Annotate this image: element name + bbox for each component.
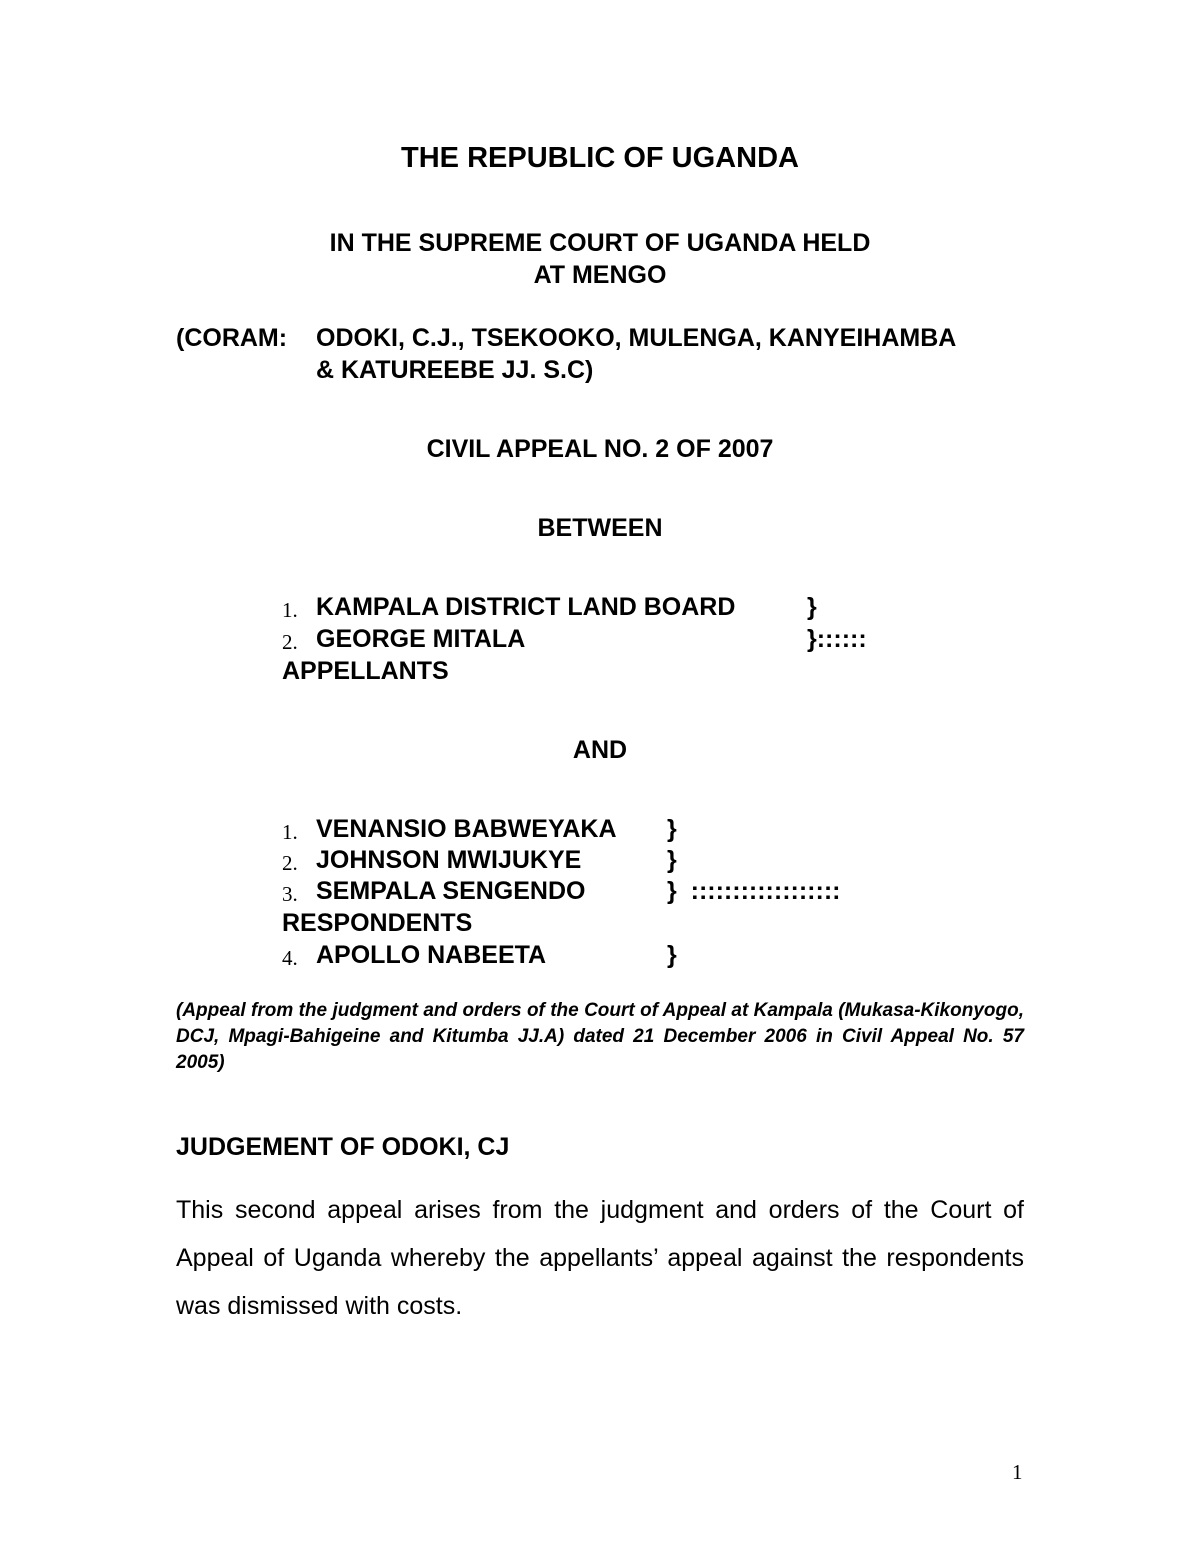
- respondent-number: 2.: [282, 851, 298, 875]
- appellant-brace: }: [807, 593, 817, 621]
- coram-line-2: & KATUREEBE JJ. S.C): [316, 356, 594, 384]
- respondent-brace: } ::::::::::::::::::: [667, 877, 841, 905]
- page-number: 1: [1012, 1460, 1023, 1484]
- appeal-number: CIVIL APPEAL NO. 2 OF 2007: [426, 435, 774, 463]
- judgement-heading: JUDGEMENT OF ODOKI, CJ: [176, 1133, 510, 1161]
- and-label: AND: [572, 736, 628, 764]
- respondent-name: SEMPALA SENGENDO: [316, 877, 586, 905]
- respondent-name: VENANSIO BABWEYAKA: [316, 815, 617, 843]
- coram-line-1: ODOKI, C.J., TSEKOOKO, MULENGA, KANYEIHAMBA: [316, 324, 957, 352]
- appellant-name: KAMPALA DISTRICT LAND BOARD: [316, 593, 736, 621]
- republic-title: THE REPUBLIC OF UGANDA: [401, 142, 799, 174]
- respondent-name: JOHNSON MWIJUKYE: [316, 846, 582, 874]
- respondent-brace: }: [667, 815, 677, 843]
- coram-label: (CORAM:: [176, 324, 288, 352]
- court-line-1: IN THE SUPREME COURT OF UGANDA HELD: [329, 229, 871, 257]
- respondent-number: 4.: [282, 946, 298, 970]
- appeal-origin-note: (Appeal from the judgment and orders of the Court of Appeal at Kampala (Mukasa-Kikonyogo, DCJ, Mpagi-Bahigeine and Kitumba JJ.A) dated 21 December 2006 in Civil Appeal No. 57 2005): [176, 1000, 1024, 1073]
- respondent-name: APOLLO NABEETA: [316, 941, 547, 969]
- appellants-label: APPELLANTS: [282, 657, 449, 685]
- respondent-brace: }: [667, 846, 677, 874]
- appellant-name: GEORGE MITALA: [316, 625, 526, 653]
- body-paragraph: This second appeal arises from the judgment and orders of the Court of Appeal of Uganda whereby the appellants’ appeal against the respondents was dismissed with costs.: [176, 1196, 1024, 1320]
- appellant-brace: }::::::: [807, 625, 867, 653]
- respondent-number: 3.: [282, 882, 298, 906]
- appellant-number: 2.: [282, 630, 298, 654]
- between-label: BETWEEN: [537, 514, 663, 542]
- court-line-2: AT MENGO: [533, 261, 667, 289]
- respondent-brace: }: [667, 941, 677, 969]
- respondents-label: RESPONDENTS: [282, 909, 473, 937]
- appellant-number: 1.: [282, 598, 298, 622]
- respondent-number: 1.: [282, 820, 298, 844]
